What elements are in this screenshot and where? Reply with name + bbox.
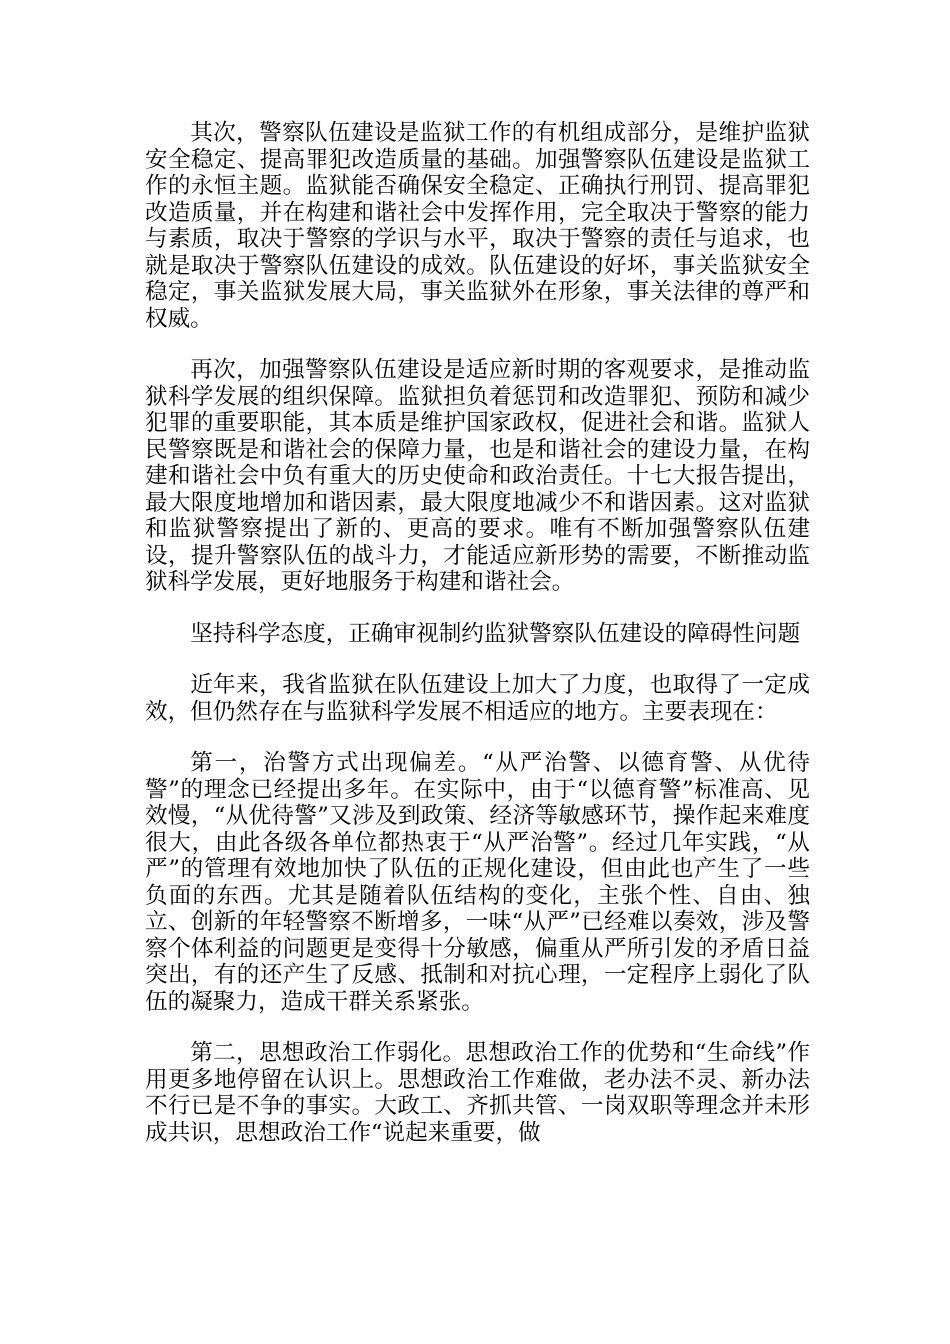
paragraph-importance-of-police-team: 其次，警察队伍建设是监狱工作的有机组成部分，是维护监狱安全稳定、提高罪犯改造质量的基础。加强警察队伍建设是监狱工作的永恒主题。监狱能否确保安全稳定、正确执行刑罚、提高罪犯改造质量，并在构建和谐社会中发挥作用，完全取决于警察的能力与素质，取决于警察的学识与水平，取决于警察的责任与追求，也就是取决于警察队伍建设的成效。队伍建设的好坏，事关监狱安全稳定，事关监狱发展大局，事关监狱外在形象，事关法律的尊严和权威。 <box>145 120 810 332</box>
paragraph-recent-progress: 近年来，我省监狱在队伍建设上加大了力度，也取得了一定成效，但仍然存在与监狱科学发展不相适应的地方。主要表现在： <box>145 672 810 725</box>
paragraph-new-era-requirements: 再次，加强警察队伍建设是适应新时期的客观要求，是推动监狱科学发展的组织保障。监狱担负着惩罚和改造罪犯、预防和减少犯罪的重要职能，其本质是维护国家政权，促进社会和谐。监狱人民警察既是和谐社会的保障力量，也是和谐社会的建设力量，在构建和谐社会中负有重大的历史使命和政治责任。十七大报告提出，最大限度地增加和谐因素，最大限度地减少不和谐因素。这对监狱和监狱警察提出了新的、更高的要求。唯有不断加强警察队伍建设，提升警察队伍的战斗力，才能适应新形势的需要，不断推动监狱科学发展，更好地服务于构建和谐社会。 <box>145 357 810 595</box>
paragraph-first-management-bias: 第一，治警方式出现偏差。“从严治警、以德育警、从优待警”的理念已经提出多年。在实际中，由于“以德育警”标准高、见效慢，“从优待警”又涉及到政策、经济等敏感环节，操作起来难度很大，由此各级各单位都热衷于“从严治警”。经过几年实践，“从严”的管理有效地加快了队伍的正规化建设，但由此也产生了一些负面的东西。尤其是随着队伍结构的变化，主张个性、自由、独立、创新的年轻警察不断增多，一味“从严”已经难以奏效，涉及警察个体利益的问题更是变得十分敏感，偏重从严所引发的矛盾日益突出，有的还产生了反感、抵制和对抗心理，一定程序上弱化了队伍的凝聚力，造成干群关系紧张。 <box>145 750 810 1015</box>
document-body <box>145 120 810 1171</box>
paragraph-second-ideological-work: 第二，思想政治工作弱化。思想政治工作的优势和“生命线”作用更多地停留在认识上。思想政治工作难做，老办法不灵、新办法不行已是不争的事实。大政工、齐抓共管、一岗双职等理念并未形成共识，思想政治工作“说起来重要，做 <box>145 1040 810 1146</box>
section-heading-obstacles: 坚持科学态度，正确审视制约监狱警察队伍建设的障碍性问题 <box>190 620 801 647</box>
